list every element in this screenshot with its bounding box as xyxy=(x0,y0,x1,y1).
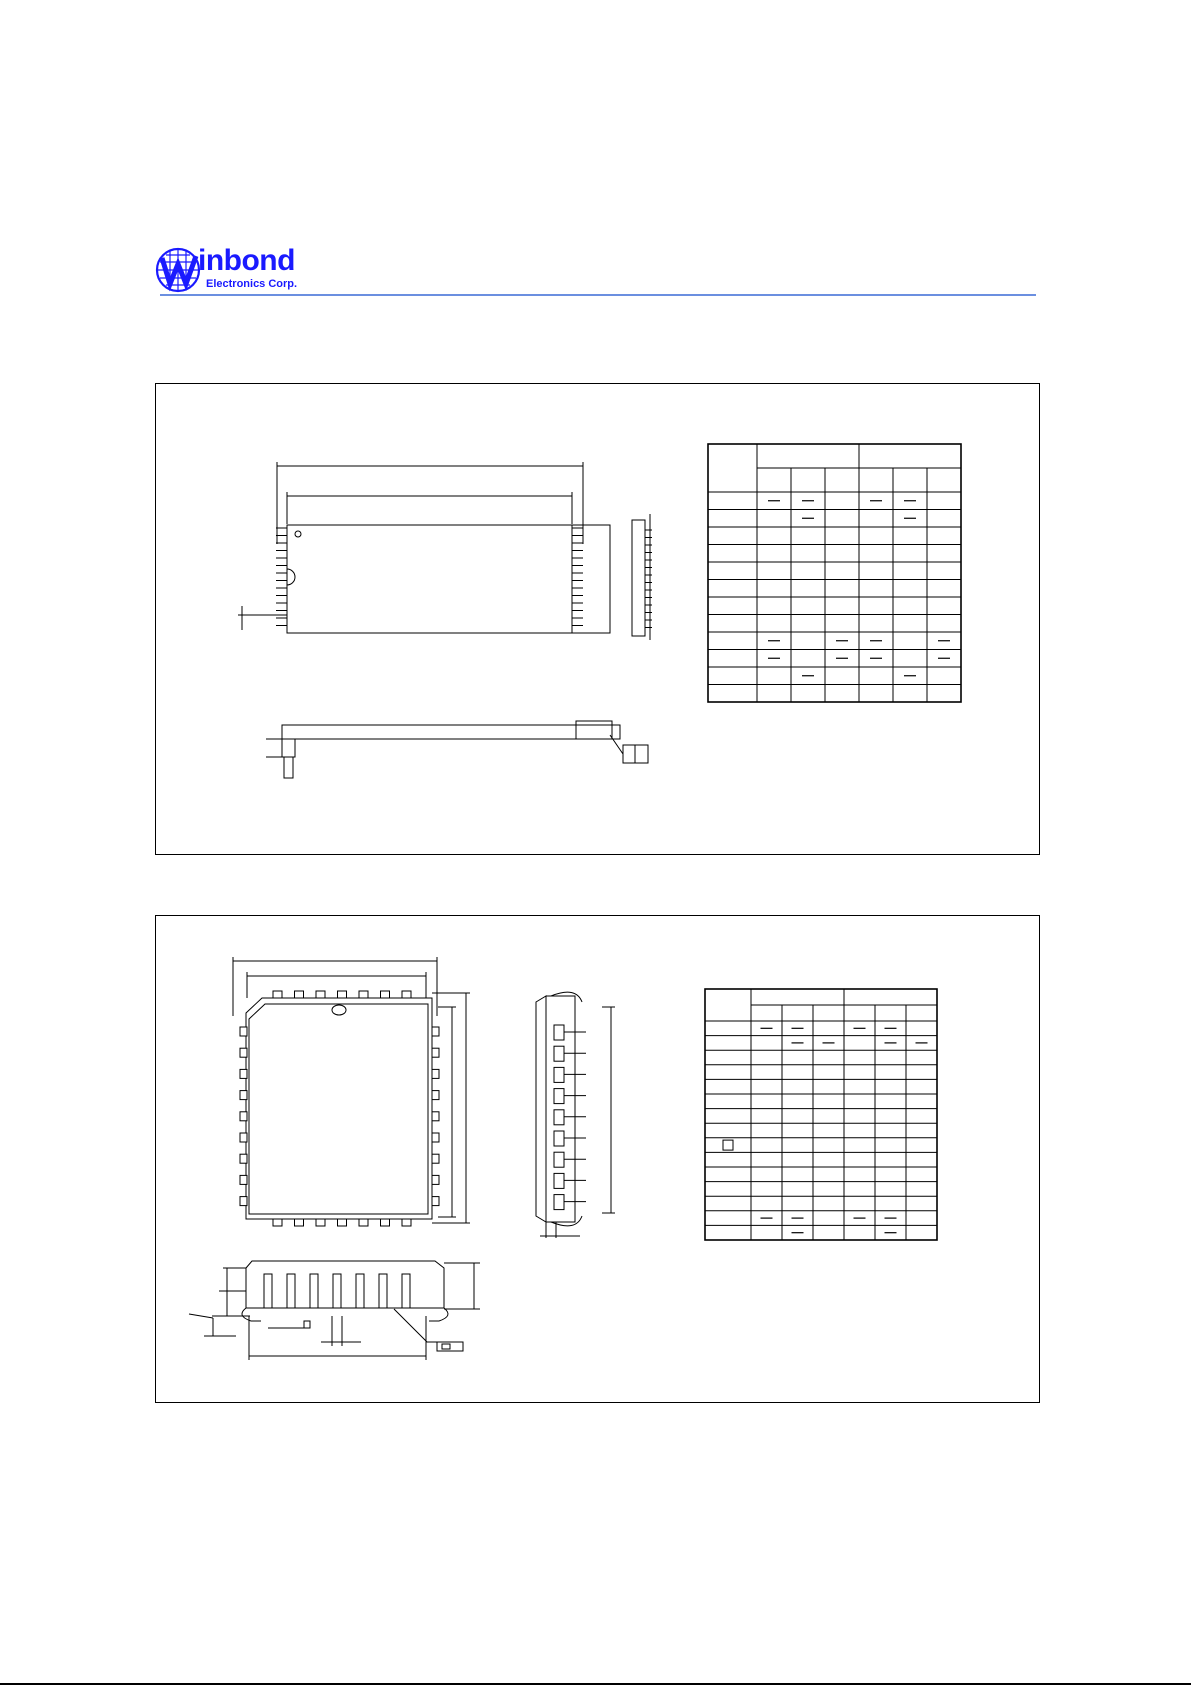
pin-pad xyxy=(402,1219,411,1226)
pin-lead xyxy=(333,1274,341,1308)
pin-lead xyxy=(356,1274,364,1308)
pin-pad xyxy=(338,991,347,998)
pin-lead xyxy=(554,1195,564,1210)
pin-lead xyxy=(287,1274,295,1308)
pin-pad xyxy=(432,1133,439,1142)
pin-pad xyxy=(432,1069,439,1078)
pin-lead xyxy=(554,1131,564,1146)
table-box-mark xyxy=(723,1140,733,1150)
pin-pad xyxy=(240,1133,247,1142)
pin-pad xyxy=(338,1219,347,1226)
package-figure-2 xyxy=(155,915,1040,1403)
pin-pad xyxy=(240,1069,247,1078)
pin-pad xyxy=(432,1112,439,1121)
dimension-table xyxy=(708,444,961,702)
pin-pad xyxy=(316,1219,325,1226)
pin-pad xyxy=(432,1197,439,1206)
pin-lead xyxy=(554,1173,564,1188)
pin-pad xyxy=(359,1219,368,1226)
pin-pad xyxy=(295,991,304,998)
package-drawing-2 xyxy=(156,916,1039,1402)
header-rule xyxy=(160,294,1036,296)
pin-pad xyxy=(381,991,390,998)
pin-pad xyxy=(402,991,411,998)
pin-lead xyxy=(310,1274,318,1308)
pin-lead xyxy=(554,1067,564,1082)
dimension-table xyxy=(705,989,937,1240)
pin-pad xyxy=(240,1197,247,1206)
pin-pad xyxy=(432,1027,439,1036)
pin-lead xyxy=(554,1110,564,1125)
pin-lead xyxy=(379,1274,387,1308)
pin-lead xyxy=(264,1274,272,1308)
pin-lead xyxy=(402,1274,410,1308)
pin-pad xyxy=(240,1112,247,1121)
pin-pad xyxy=(240,1027,247,1036)
pin-pad xyxy=(240,1048,247,1057)
pin-pad xyxy=(381,1219,390,1226)
pin-lead xyxy=(554,1089,564,1104)
pin-pad xyxy=(316,991,325,998)
pin-pad xyxy=(273,1219,282,1226)
pin-lead xyxy=(554,1152,564,1167)
pin-pad xyxy=(240,1175,247,1184)
pin-pad xyxy=(273,991,282,998)
logo-subtitle: Electronics Corp. xyxy=(206,278,298,290)
pin-lead xyxy=(554,1025,564,1040)
logo-wordmark: inbond xyxy=(198,244,295,277)
winbond-logo xyxy=(156,246,316,294)
package-drawing-1 xyxy=(156,384,1039,854)
pin-pad xyxy=(432,1154,439,1163)
pin-pad xyxy=(432,1048,439,1057)
pin-pad xyxy=(359,991,368,998)
pin-pad xyxy=(240,1091,247,1100)
pin-lead xyxy=(554,1046,564,1061)
pin-pad xyxy=(240,1154,247,1163)
package-figure-1 xyxy=(155,383,1040,855)
pin-pad xyxy=(295,1219,304,1226)
pin-pad xyxy=(432,1091,439,1100)
pin-pad xyxy=(432,1175,439,1184)
